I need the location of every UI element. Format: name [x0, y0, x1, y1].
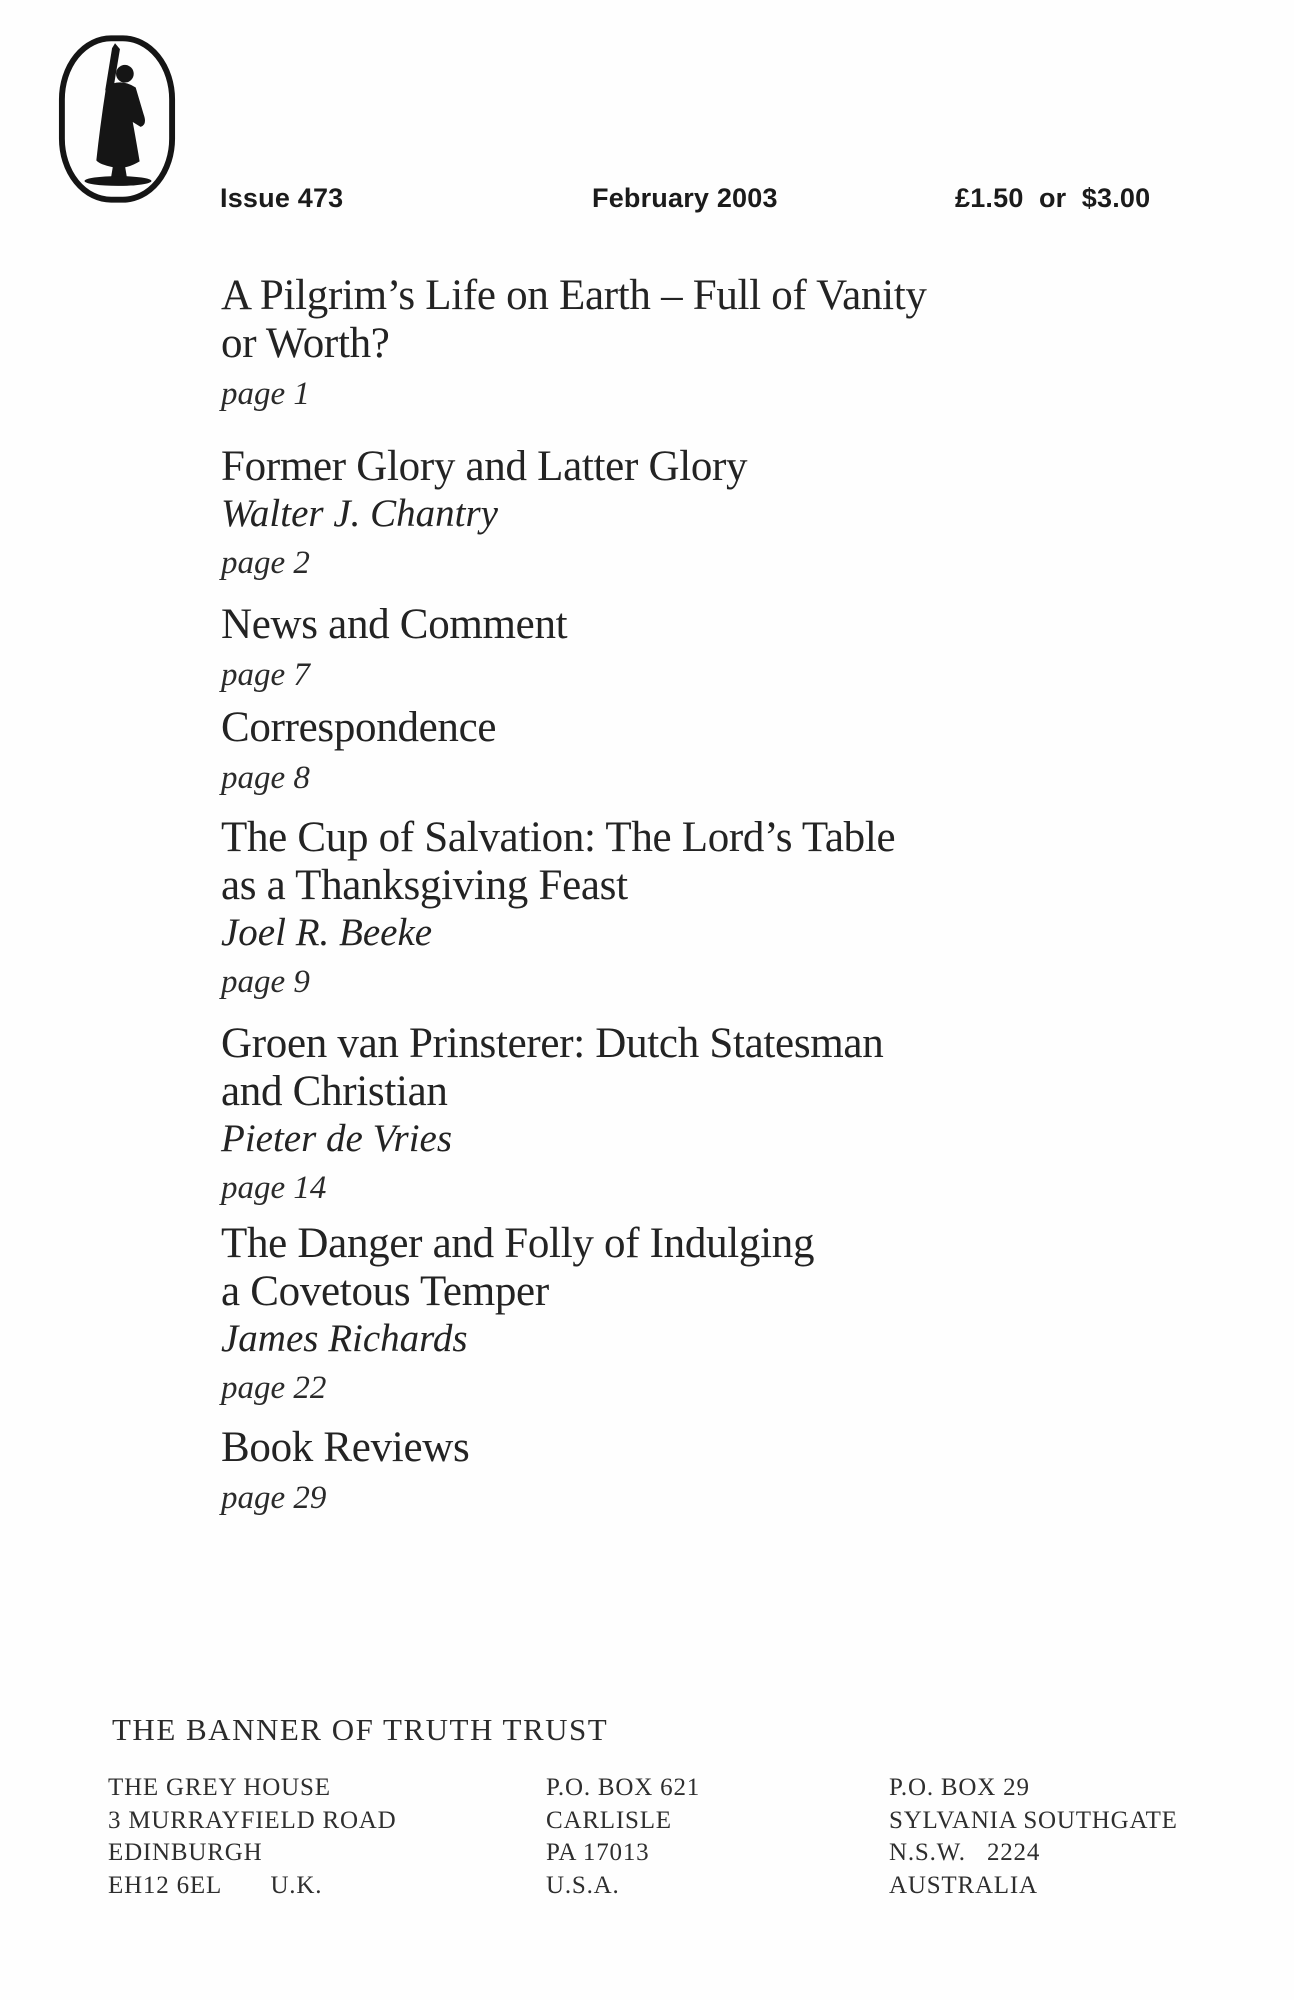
article-page-ref: page 9: [221, 964, 310, 1000]
address-line: EDINBURGH: [108, 1839, 263, 1866]
article-title-line: The Cup of Salvation: The Lord’s Table: [221, 814, 896, 861]
address-line: THE GREY HOUSE: [108, 1774, 331, 1801]
article-page-ref: page 29: [221, 1480, 327, 1516]
address-line: 3 MURRAYFIELD ROAD: [108, 1806, 397, 1834]
address-line: CARLISLE: [546, 1806, 672, 1834]
article-page-ref: page 8: [221, 760, 310, 796]
article-page-ref: page 1: [221, 376, 310, 412]
article-title-line: A Pilgrim’s Life on Earth – Full of Vanity: [221, 272, 927, 319]
article-page-ref: page 7: [221, 657, 310, 693]
issue-date: February 2003: [592, 183, 778, 213]
publisher-address-usa: [546, 1772, 700, 1902]
article-title-line: The Danger and Folly of Indulging: [221, 1220, 815, 1267]
article-title-line: Correspondence: [221, 704, 497, 751]
toc-entry: [221, 1020, 1071, 1207]
banner-of-truth-logo: [56, 33, 178, 207]
article-author: James Richards: [221, 1317, 468, 1360]
address-line: EH12 6EL U.K.: [108, 1871, 323, 1899]
article-title-line: or Worth?: [221, 320, 390, 367]
publisher-address-australia: [889, 1772, 1178, 1902]
article-author: Pieter de Vries: [221, 1117, 453, 1160]
toc-entry: [221, 704, 1071, 797]
article-title-line: Book Reviews: [221, 1424, 470, 1471]
address-line: SYLVANIA SOUTHGATE: [889, 1806, 1178, 1834]
article-title-line: News and Comment: [221, 601, 568, 648]
address-line: N.S.W. 2224: [889, 1839, 1041, 1866]
article-title-line: and Christian: [221, 1068, 448, 1115]
article-author: Joel R. Beeke: [221, 911, 433, 954]
issue-price: £1.50 or $3.00: [955, 183, 1151, 213]
toc-entry: [221, 1220, 1071, 1407]
publisher-name: THE BANNER OF TRUTH TRUST: [112, 1712, 609, 1747]
article-page-ref: page 2: [221, 545, 310, 581]
article-page-ref: page 22: [221, 1370, 327, 1406]
article-page-ref: page 14: [221, 1170, 327, 1206]
article-author: Walter J. Chantry: [221, 492, 498, 535]
address-line: P.O. BOX 621: [546, 1774, 701, 1801]
issue-number: Issue 473: [220, 183, 344, 213]
toc-entry: [221, 1424, 1071, 1517]
publisher-address-uk: [108, 1772, 397, 1902]
article-title-line: a Covetous Temper: [221, 1268, 549, 1315]
toc-entry: [221, 443, 1071, 582]
toc-entry: [221, 272, 1071, 413]
article-title-line: Former Glory and Latter Glory: [221, 443, 748, 490]
toc-entry: [221, 814, 1071, 1001]
address-line: P.O. BOX 29: [889, 1774, 1030, 1801]
address-line: AUSTRALIA: [889, 1871, 1038, 1899]
address-line: U.S.A.: [546, 1871, 620, 1899]
article-title-line: as a Thanksgiving Feast: [221, 862, 628, 909]
address-line: PA 17013: [546, 1839, 650, 1866]
toc-entry: [221, 601, 1071, 694]
preacher-icon: [56, 33, 178, 207]
article-title-line: Groen van Prinsterer: Dutch Statesman: [221, 1020, 884, 1067]
